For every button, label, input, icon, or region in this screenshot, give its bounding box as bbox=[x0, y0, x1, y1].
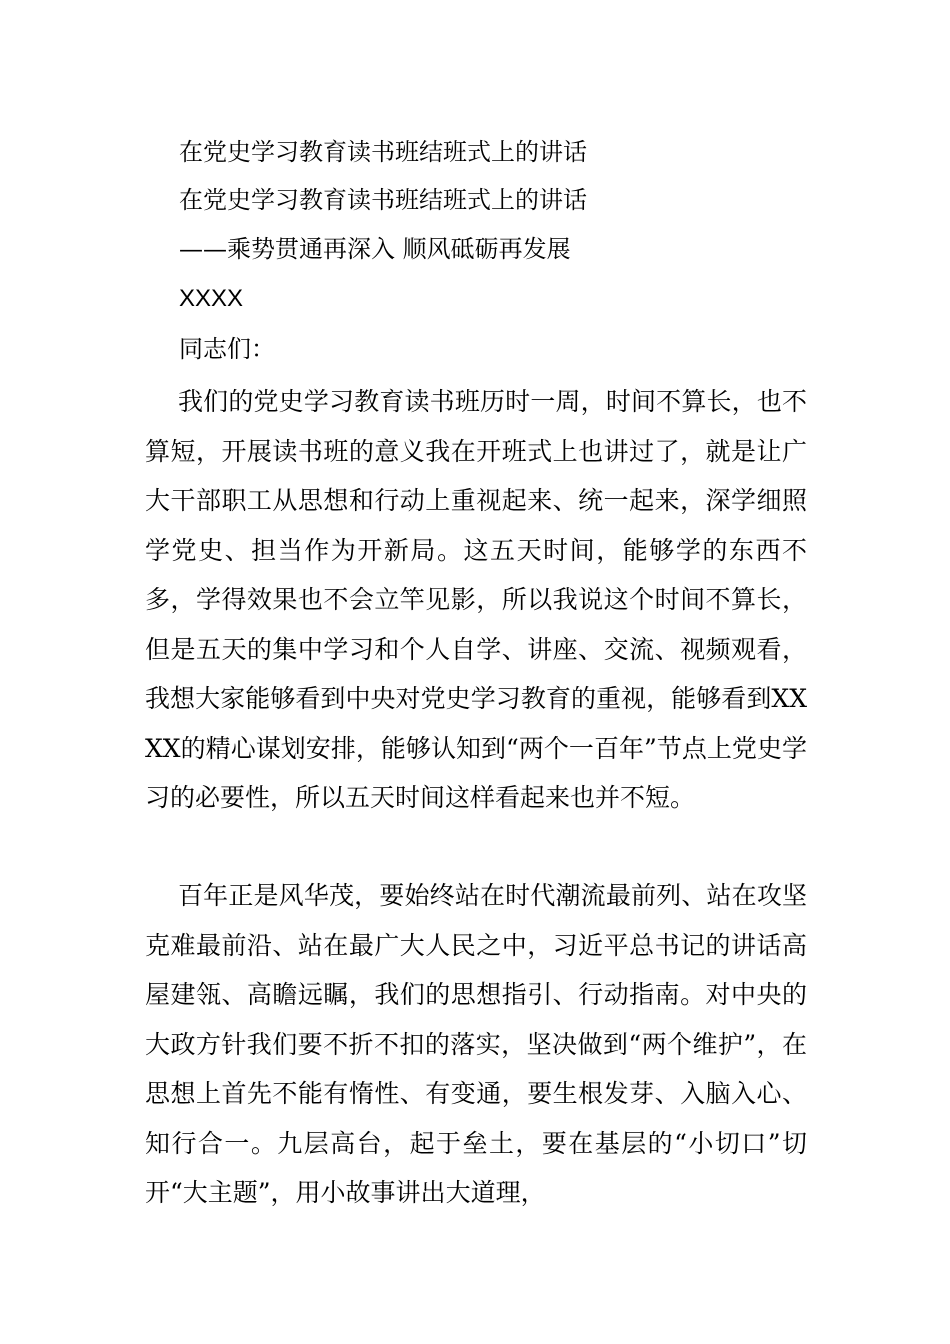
body-paragraph: 我们的党史学习教育读书班历时一周，时间不算长，也不算短，开展读书班的意义我在开班式上也讲过了，就是让广大干部职工从思想和行动上重视起来、统一起来，深学细照学党史、担当作为开新局。这五天时间，能够学的东西不多，学得效果也不会立竿见影，所以我说这个时间不算长，但是五天的集中学习和个人自学、讲座、交流、视频观看，我想大家能够看到中央对党史学习教育的重视，能够看到XXXX的精心谋划安排，能够认知到“两个一百年”节点上党史学习的必要性，所以五天时间这样看起来也并不短。 bbox=[145, 387, 807, 812]
salutation: 同志们： bbox=[179, 335, 275, 363]
author-name: XXXX bbox=[179, 285, 244, 312]
body-paragraph: 百年正是风华茂，要始终站在时代潮流最前列、站在攻坚克难最前沿、站在最广大人民之中，习近平总书记的讲话高屋建瓴、高瞻远瞩，我们的思想指引、行动指南。对中央的大政方针我们要不折不扣的落实，坚决做到“两个维护”，在思想上首先不能有惰性、有变通，要生根发芽、入脑入心、知行合一。九层高台，起于垒土，要在基层的“小切口”切开“大主题”，用小故事讲出大道理， bbox=[145, 881, 807, 1207]
header-title: 在党史学习教育读书班结班式上的讲话 bbox=[179, 138, 587, 166]
document-title: 在党史学习教育读书班结班式上的讲话 bbox=[179, 186, 587, 214]
document-subtitle: ——乘势贯通再深入 顺风砥砺再发展 bbox=[179, 235, 571, 263]
